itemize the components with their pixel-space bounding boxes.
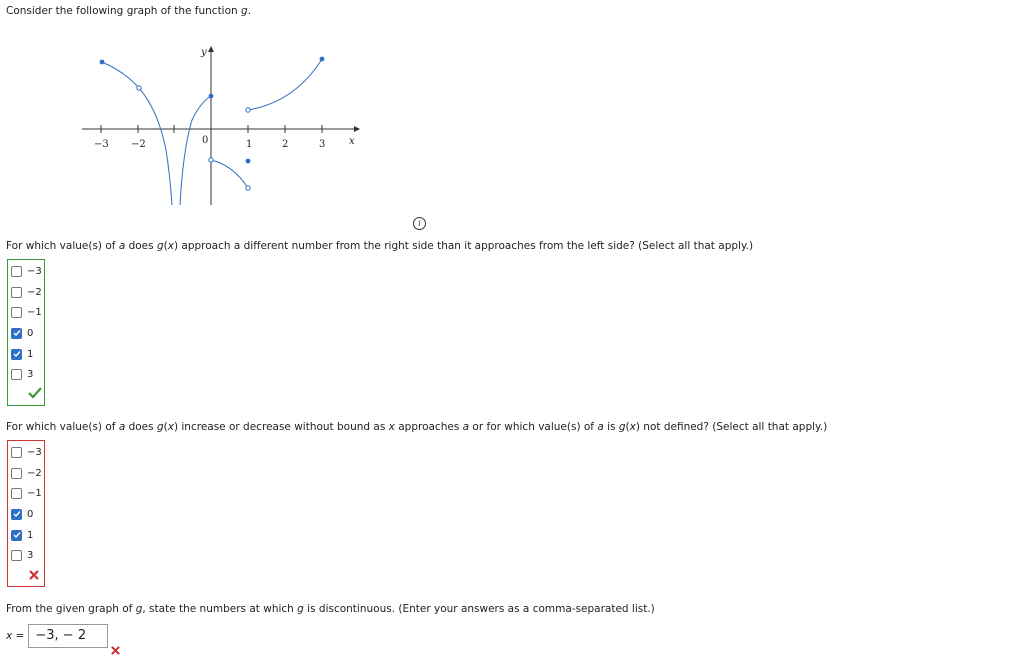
- tick-label: 3: [319, 139, 326, 150]
- option-3[interactable]: [11, 367, 33, 381]
- option-label: −1: [27, 487, 42, 499]
- option-label: −1: [27, 306, 42, 318]
- checkbox[interactable]: [11, 550, 22, 561]
- option-label: −2: [27, 286, 42, 298]
- option-neg2[interactable]: [11, 466, 42, 480]
- checkbox[interactable]: [11, 287, 22, 298]
- option-1[interactable]: [11, 528, 33, 542]
- option-neg3[interactable]: [11, 445, 42, 459]
- curve-below-zero: [211, 160, 248, 188]
- checkbox[interactable]: [11, 307, 22, 318]
- closed-point: [246, 159, 251, 164]
- option-neg1[interactable]: [11, 486, 42, 500]
- option-3[interactable]: [11, 548, 33, 562]
- checkbox-checked[interactable]: [11, 509, 22, 520]
- correct-check-icon: [28, 387, 42, 399]
- option-neg3[interactable]: [11, 264, 42, 278]
- checkbox-checked[interactable]: [11, 328, 22, 339]
- y-axis-arrow: [208, 46, 214, 52]
- closed-point: [320, 57, 325, 62]
- option-label: −2: [27, 467, 42, 479]
- tick-label: −2: [131, 139, 146, 150]
- checkbox-checked[interactable]: [11, 530, 22, 541]
- curve-middle: [180, 96, 211, 205]
- option-neg2[interactable]: [11, 285, 42, 299]
- option-label: −3: [27, 265, 42, 277]
- option-label: 0: [27, 508, 34, 520]
- tick-label: 1: [246, 139, 253, 150]
- option-label: 3: [27, 549, 34, 561]
- open-point: [246, 108, 250, 112]
- answer-input[interactable]: −3, − 2: [28, 624, 108, 648]
- option-label: 0: [27, 327, 34, 339]
- intro-text: Consider the following graph of the function g.: [6, 5, 252, 17]
- option-1[interactable]: [11, 347, 33, 361]
- wrong-x-icon: [110, 645, 121, 656]
- option-0[interactable]: [11, 326, 33, 340]
- question-1-text: For which value(s) of a does g(x) approach a different number from the right side than it approaches from the left side? (Select all that apply.): [6, 240, 754, 252]
- option-neg1[interactable]: [11, 305, 42, 319]
- curve-left: [102, 62, 172, 205]
- curve-right: [248, 59, 322, 110]
- tick-label: 2: [282, 139, 289, 150]
- option-label: 3: [27, 368, 34, 380]
- open-point: [246, 186, 250, 190]
- wrong-x-icon: [28, 569, 40, 581]
- checkbox[interactable]: [11, 369, 22, 380]
- checkbox[interactable]: [11, 266, 22, 277]
- question-3-text: From the given graph of g, state the numbers at which g is discontinuous. (Enter your answers as a comma-separated list.): [6, 603, 655, 615]
- function-graph: [75, 40, 375, 210]
- checkbox[interactable]: [11, 488, 22, 499]
- closed-point: [209, 94, 214, 99]
- checkbox[interactable]: [11, 447, 22, 458]
- option-0[interactable]: [11, 507, 33, 521]
- option-label: 1: [27, 348, 34, 360]
- tick-label: −3: [94, 139, 109, 150]
- y-axis-label: y: [201, 47, 207, 58]
- x-axis-label: x: [349, 136, 355, 147]
- question-1-options: [7, 259, 45, 406]
- answer-label: x =: [6, 630, 25, 642]
- closed-point: [100, 60, 105, 65]
- option-label: −3: [27, 446, 42, 458]
- checkbox[interactable]: [11, 468, 22, 479]
- open-point: [209, 158, 213, 162]
- open-point: [137, 86, 141, 90]
- x-axis-arrow: [354, 126, 360, 132]
- tick-label: 0: [202, 135, 209, 146]
- checkbox-checked[interactable]: [11, 349, 22, 360]
- info-icon[interactable]: i: [413, 217, 426, 230]
- question-2-options: [7, 440, 45, 587]
- option-label: 1: [27, 529, 34, 541]
- question-2-text: For which value(s) of a does g(x) increase or decrease without bound as x approaches a or for which value(s) of a is g(x) not defined? (Select all that apply.): [6, 421, 828, 433]
- answer-row: [6, 624, 108, 648]
